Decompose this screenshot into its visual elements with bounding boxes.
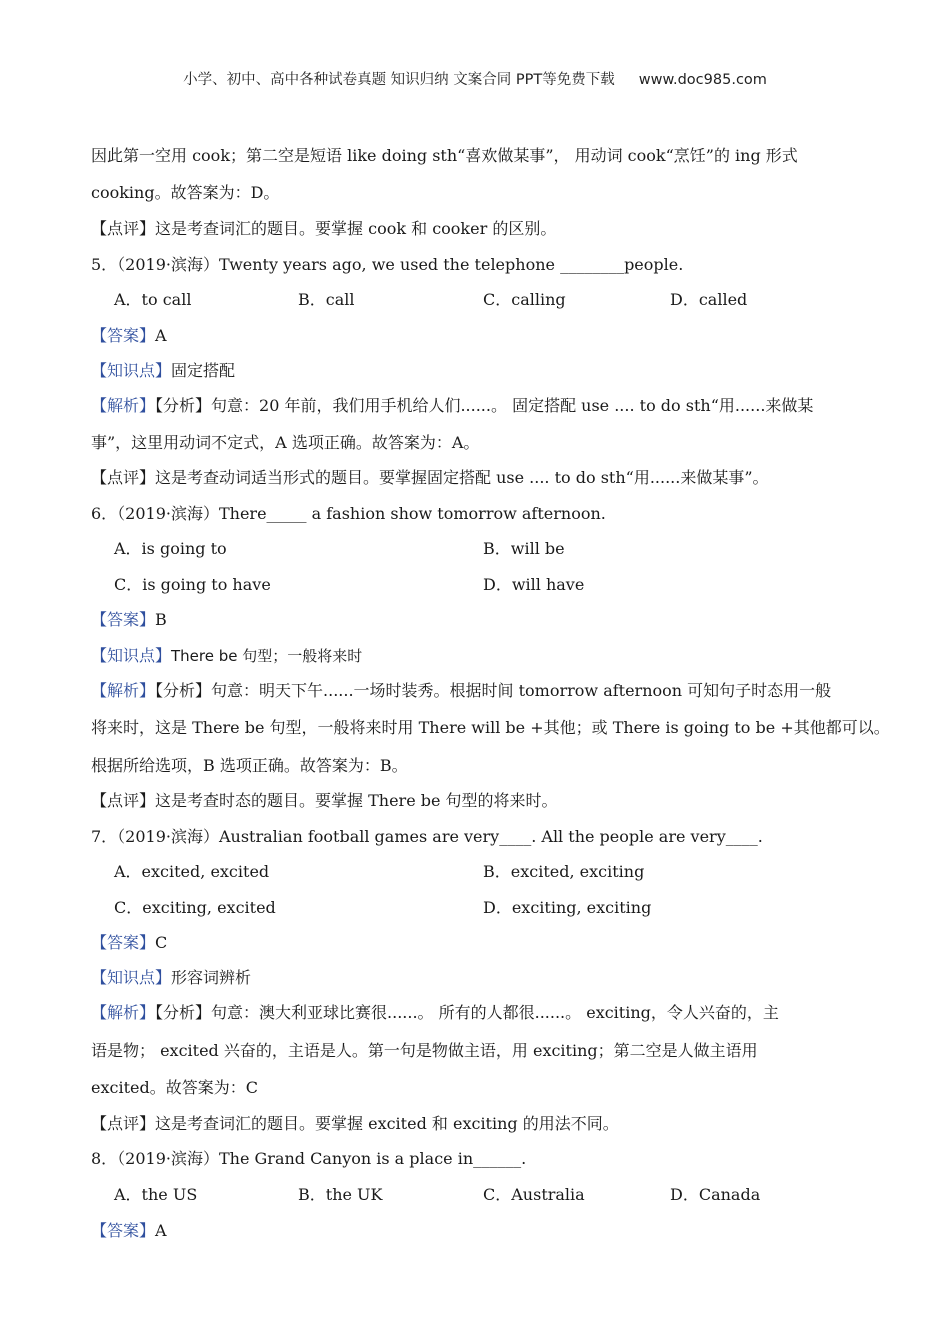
answer-line xyxy=(91,1221,167,1241)
option-b: B．the UK xyxy=(298,1185,383,1204)
knowledge-line xyxy=(91,646,362,666)
header-site: www.doc985.com xyxy=(638,72,767,88)
option-a: A．is going to xyxy=(114,539,227,558)
question-stem: 5．（2019·滨海）Twenty years ago, we used the telephone ________people. xyxy=(91,255,684,274)
analysis-tag: 【解析】 xyxy=(91,681,156,700)
knowledge-tag: 【知识点】 xyxy=(91,968,172,987)
knowledge-value: 形容词辨析 xyxy=(171,968,252,987)
knowledge-line xyxy=(91,361,235,381)
answer-tag: 【答案】 xyxy=(91,610,156,629)
comment-line xyxy=(91,791,558,811)
answer-tag: 【答案】 xyxy=(91,933,156,952)
analysis-line-2: 语是物； excited 兴奋的，主语是人。第一句是物做主语，用 exciting；第二空是人做主语用 xyxy=(91,1041,758,1060)
comment-tag: 【点评】 xyxy=(91,219,156,238)
comment-line xyxy=(91,1114,619,1134)
option-a: A．excited, excited xyxy=(114,862,270,881)
answer-line xyxy=(91,933,167,953)
comment-line xyxy=(91,468,769,488)
option-d: D．exciting, exciting xyxy=(483,898,652,917)
knowledge-tag: 【知识点】 xyxy=(91,646,172,665)
option-c: C．calling xyxy=(483,290,566,309)
option-b: B．call xyxy=(298,290,355,309)
answer-tag: 【答案】 xyxy=(91,1221,156,1240)
answer-tag: 【答案】 xyxy=(91,326,156,345)
analysis-text: 【分析】句意：明天下午......一场时装秀。根据时间 tomorrow afternoon 可知句子时态用一般 xyxy=(155,681,832,700)
knowledge-line xyxy=(91,968,251,988)
page-header xyxy=(0,68,950,89)
option-b: B．will be xyxy=(483,539,565,558)
analysis-tag: 【解析】 xyxy=(91,1003,156,1022)
intro-line-1: 因此第一空用 cook；第二空是短语 like doing sth“喜欢做某事”， 用动词 cook“烹饪”的 ing 形式 xyxy=(91,146,798,165)
knowledge-value: 固定搭配 xyxy=(171,361,236,380)
analysis-line-2: 事”，这里用动词不定式，A 选项正确。故答案为：A。 xyxy=(91,433,480,452)
knowledge-value: There be 句型；一般将来时 xyxy=(171,647,363,665)
header-text: 小学、初中、高中各种试卷真题 知识归纳 文案合同 PPT等免费下载 xyxy=(183,72,615,88)
analysis-line-3: 根据所给选项，B 选项正确。故答案为：B。 xyxy=(91,756,408,775)
comment-tag: 【点评】 xyxy=(91,791,156,810)
analysis-text: 【分析】句意：澳大利亚球比赛很......。 所有的人都很......。 exciting，令人兴奋的，主 xyxy=(155,1003,779,1022)
analysis-line-1 xyxy=(91,1003,779,1023)
option-d: D．will have xyxy=(483,575,585,594)
comment-text: 这是考查词汇的题目。要掌握 cook 和 cooker 的区别。 xyxy=(155,219,557,238)
comment-text: 这是考查动词适当形式的题目。要掌握固定搭配 use .... to do sth“用......来做某事”。 xyxy=(155,468,769,487)
comment-text: 这是考查时态的题目。要掌握 There be 句型的将来时。 xyxy=(155,791,558,810)
answer-value: B xyxy=(155,610,167,629)
option-a: A．to call xyxy=(114,290,192,309)
analysis-tag: 【解析】 xyxy=(91,396,156,415)
intro-line-2: cooking。故答案为：D。 xyxy=(91,183,280,202)
answer-value: C xyxy=(155,933,168,952)
option-c: C．Australia xyxy=(483,1185,585,1204)
question-stem: 8．（2019·滨海）The Grand Canyon is a place in______. xyxy=(91,1149,527,1168)
option-a: A．the US xyxy=(114,1185,198,1204)
answer-value: A xyxy=(155,326,167,345)
question-stem: 7．（2019·滨海）Australian football games are very____. All the people are very____. xyxy=(91,827,763,846)
intro-comment xyxy=(91,219,556,239)
option-c: C．is going to have xyxy=(114,575,271,594)
knowledge-tag: 【知识点】 xyxy=(91,361,172,380)
analysis-line-3: excited。故答案为：C xyxy=(91,1078,258,1097)
answer-line xyxy=(91,326,167,346)
analysis-text: 【分析】句意：20 年前，我们用手机给人们......。 固定搭配 use .... to do sth“用......来做某 xyxy=(155,396,814,415)
option-c: C．exciting, excited xyxy=(114,898,276,917)
answer-line xyxy=(91,610,167,630)
comment-text: 这是考查词汇的题目。要掌握 excited 和 exciting 的用法不同。 xyxy=(155,1114,619,1133)
answer-value: A xyxy=(155,1221,167,1240)
option-d: D．called xyxy=(670,290,748,309)
analysis-line-1 xyxy=(91,396,813,416)
analysis-line-2: 将来时，这是 There be 句型，一般将来时用 There will be +其他；或 There is going to be +其他都可以。 xyxy=(91,718,890,737)
question-stem: 6．（2019·滨海）There_____ a fashion show tomorrow afternoon. xyxy=(91,504,606,523)
comment-tag: 【点评】 xyxy=(91,1114,156,1133)
option-b: B．excited, exciting xyxy=(483,862,645,881)
analysis-line-1 xyxy=(91,681,831,701)
comment-tag: 【点评】 xyxy=(91,468,156,487)
option-d: D．Canada xyxy=(670,1185,761,1204)
